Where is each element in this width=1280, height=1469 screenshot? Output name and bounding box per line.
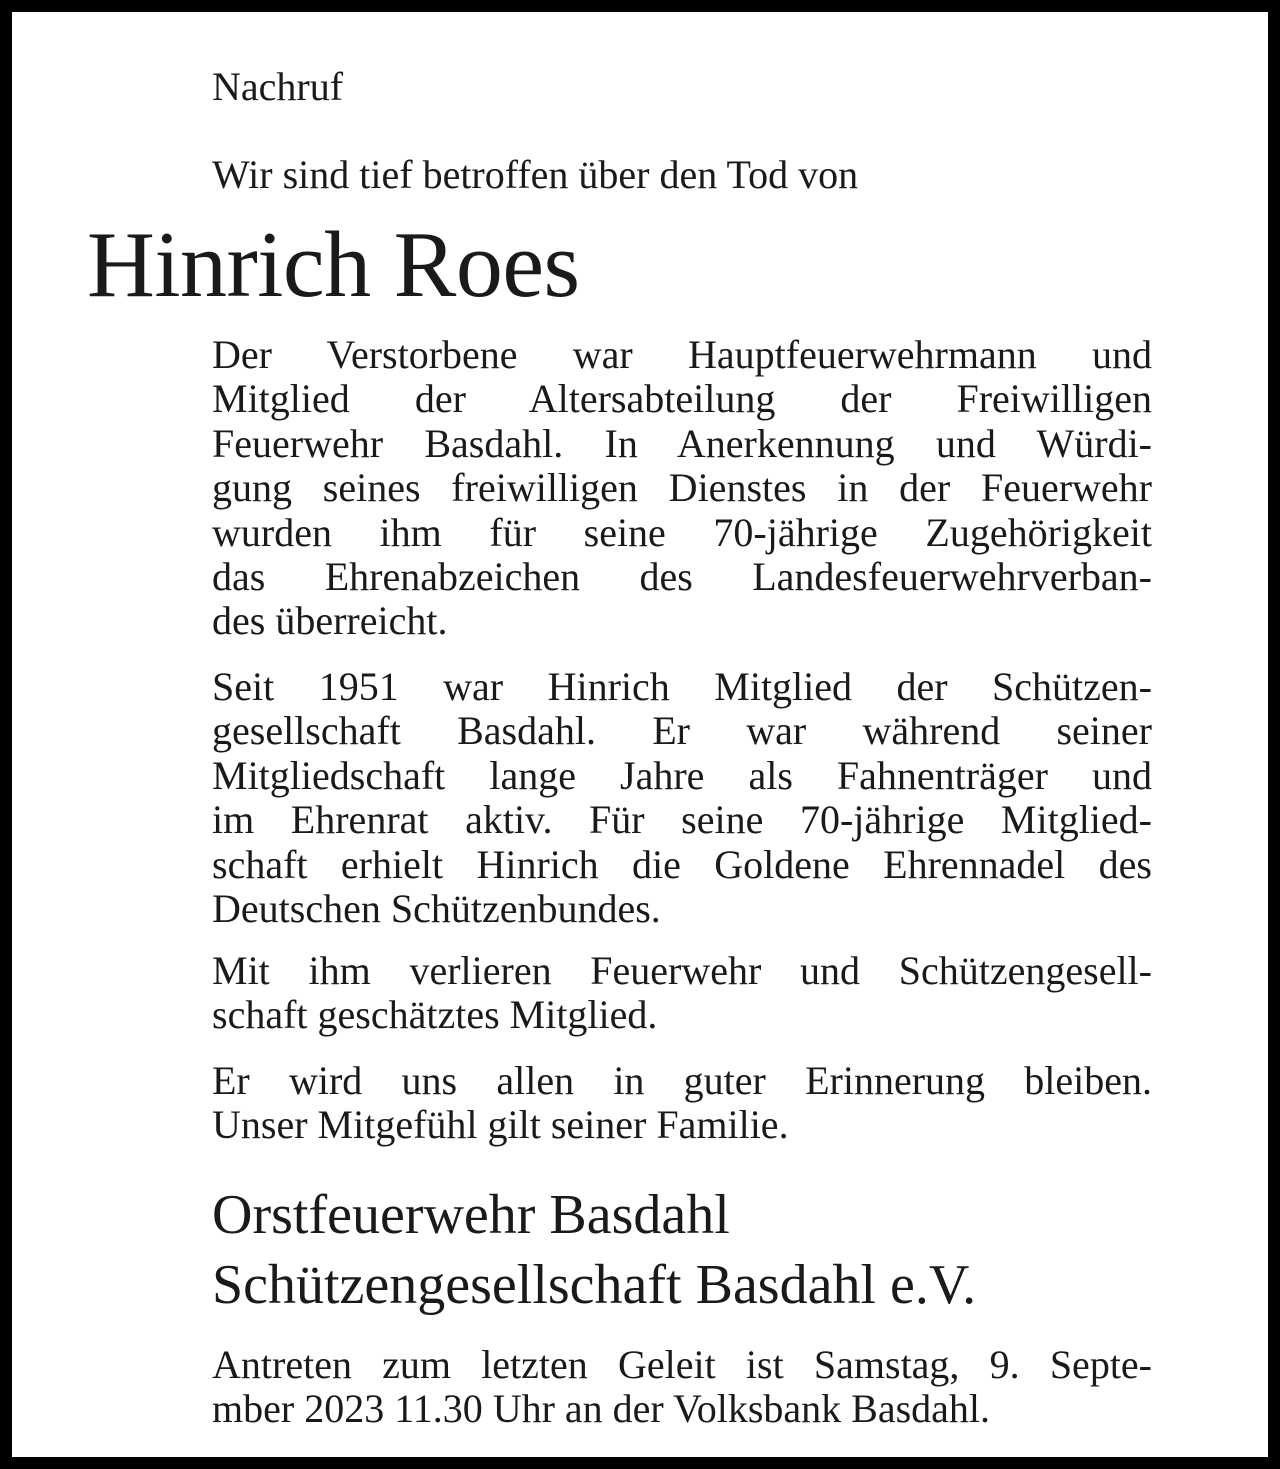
text-line: Feuerwehr Basdahl. In Anerkennung und Würdi-: [212, 420, 1152, 466]
text-line: Unser Mitgefühl gilt seiner Familie.: [212, 1102, 789, 1148]
paragraph-loss: [212, 949, 1152, 1038]
text-line: das Ehrenabzeichen des Landesfeuerwehrverban-: [212, 554, 1152, 600]
text-line: mber 2023 11.30 Uhr an der Volksbank Basdahl.: [212, 1386, 991, 1432]
text-line: gesellschaft Basdahl. Er war während seiner: [212, 708, 1152, 754]
text-line: im Ehrenrat aktiv. Für seine 70-jährige Mitglied-: [212, 797, 1152, 843]
text-line: Er wird uns allen in guter Erinnerung bleiben.: [212, 1058, 1152, 1103]
text-line: des überreicht.: [212, 598, 448, 644]
text-line: wurden ihm für seine 70-jährige Zugehörigkeit: [212, 509, 1152, 555]
text-line: Mitglied der Altersabteilung der Freiwilligen: [212, 376, 1152, 422]
paragraph-condolence: [212, 1059, 1152, 1148]
paragraph-shooting-club: [212, 665, 1152, 931]
text-line: Deutschen Schützenbundes.: [212, 886, 661, 932]
intro-text: Wir sind tief betroffen über den Tod von: [212, 152, 859, 197]
signature-fire-brigade: Orstfeuerwehr Basdahl: [212, 1184, 730, 1246]
signature-shooting-club: Schützengesellschaft Basdahl e.V.: [212, 1254, 977, 1316]
notice-heading: Nachruf: [212, 64, 344, 109]
text-line: Mitgliedschaft lange Jahre als Fahnenträger und: [212, 752, 1152, 798]
text-line: Mit ihm verlieren Feuerwehr und Schützengesell-: [212, 948, 1152, 993]
paragraph-fire-brigade: [212, 333, 1152, 644]
text-line: Seit 1951 war Hinrich Mitglied der Schützen-: [212, 664, 1152, 709]
text-line: Der Verstorbene war Hauptfeuerwehrmann und: [212, 332, 1152, 377]
signatures: [212, 1180, 976, 1320]
funeral-notice: [212, 1343, 1152, 1432]
text-line: Antreten zum letzten Geleit ist Samstag, 9. Septe-: [212, 1342, 1152, 1387]
deceased-name: Hinrich Roes: [87, 213, 580, 317]
text-line: schaft geschätztes Mitglied.: [212, 992, 658, 1038]
text-line: gung seines freiwilligen Dienstes in der Feuerwehr: [212, 465, 1152, 511]
text-line: schaft erhielt Hinrich die Goldene Ehrennadel des: [212, 841, 1152, 887]
